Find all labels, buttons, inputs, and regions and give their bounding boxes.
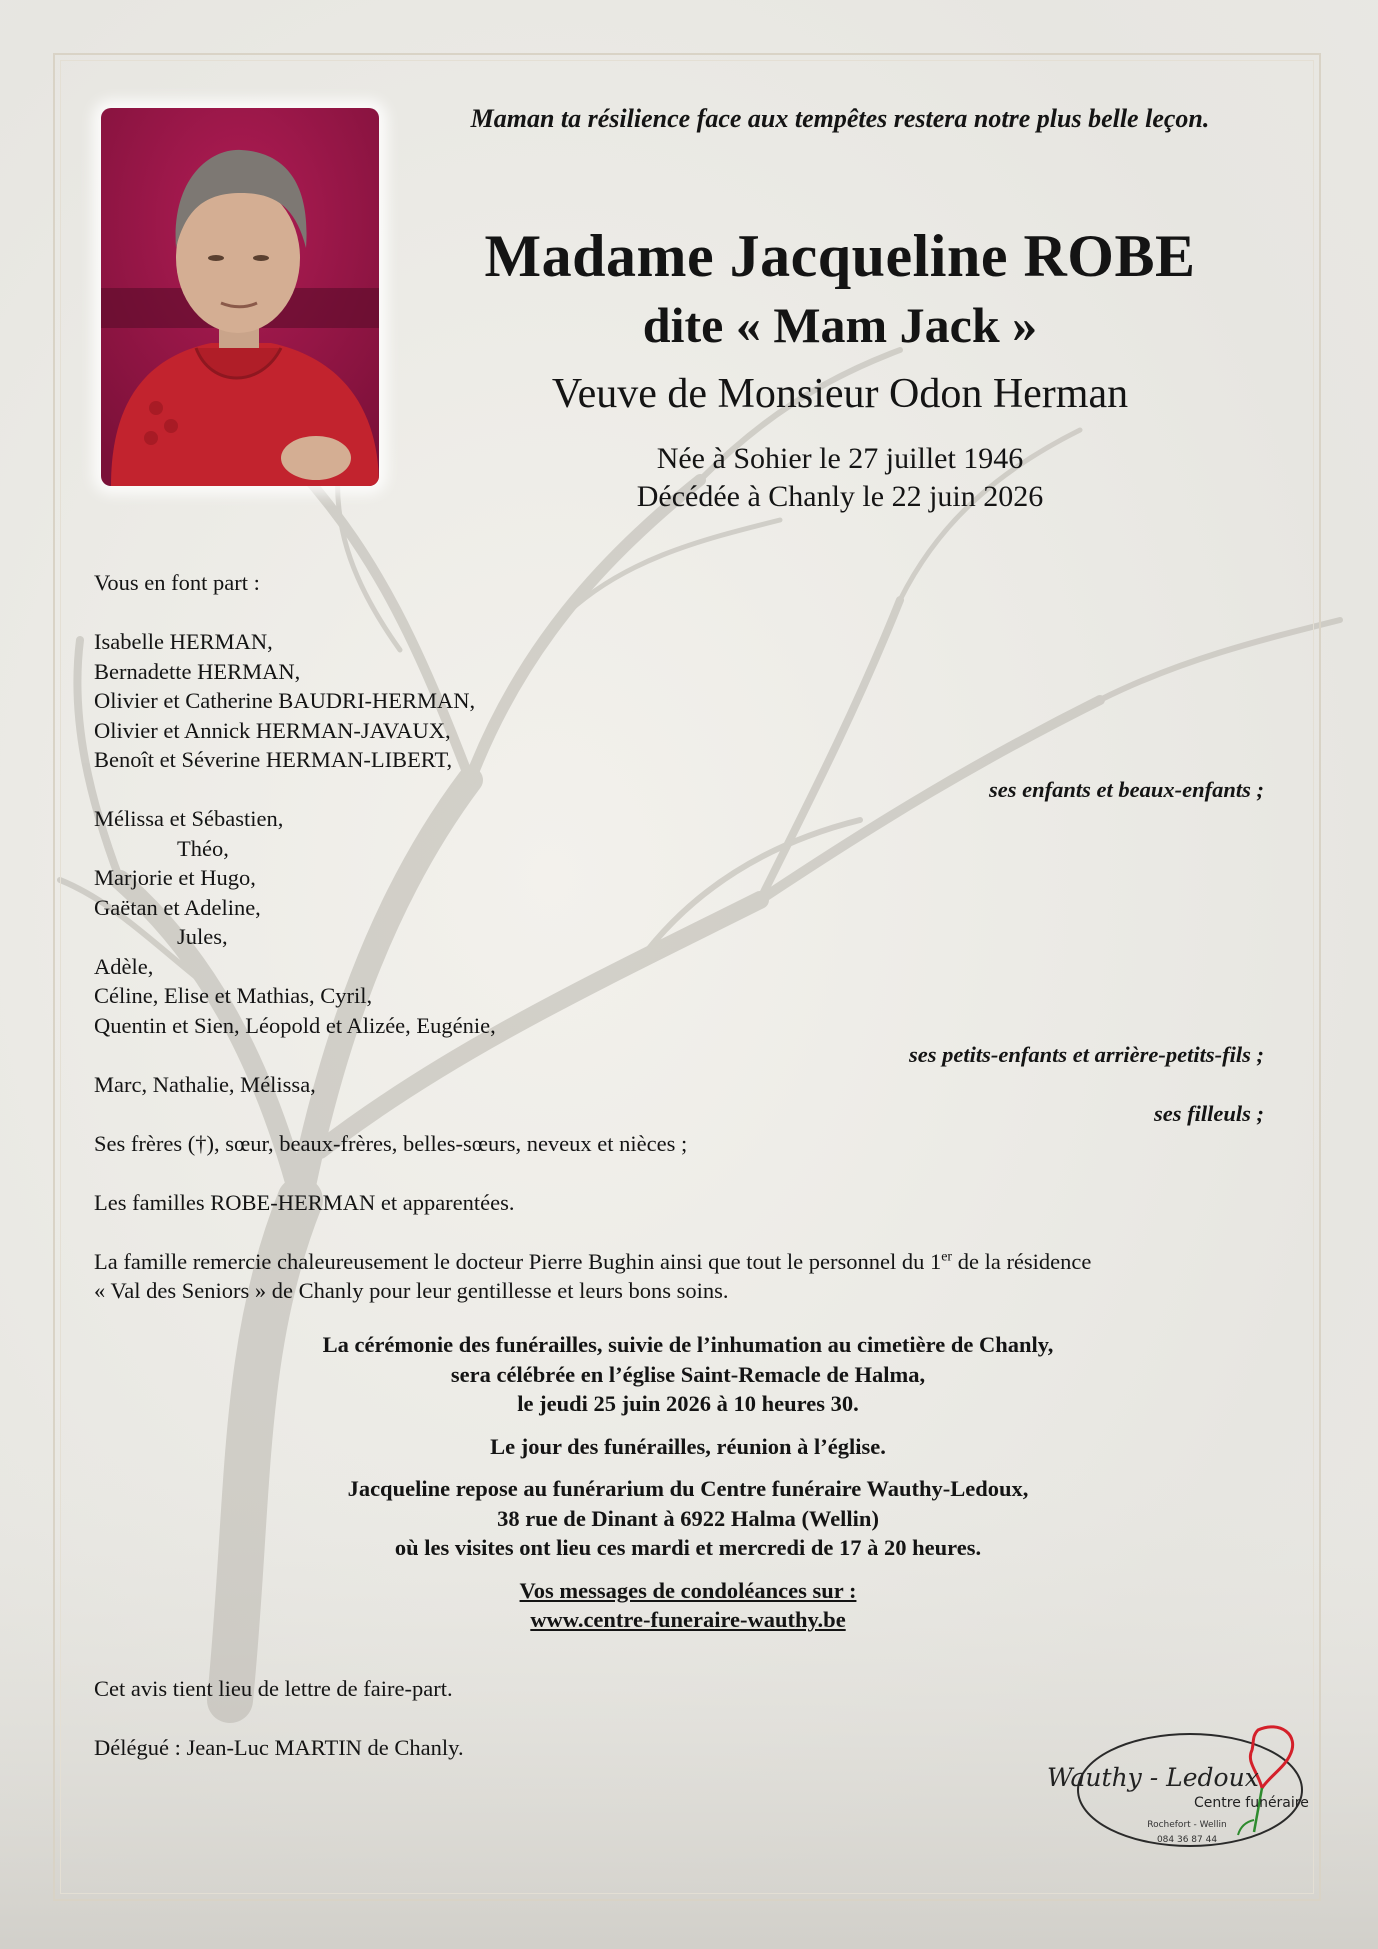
ceremony-details bbox=[94, 1330, 1282, 1419]
repose-line-3: où les visites ont lieu ces mardi et mercredi de 17 à 20 heures. bbox=[394, 1535, 982, 1560]
families-line: Les familles ROBE-HERMAN et apparentées. bbox=[94, 1189, 515, 1215]
birth-line: Née à Sohier le 27 juillet 1946 bbox=[656, 442, 1024, 475]
grandchild-line: Quentin et Sien, Léopold et Alizée, Eugénie, bbox=[94, 1012, 496, 1038]
siblings-line: Ses frères (†), sœur, beaux-frères, belles-sœurs, neveux et nièces ; bbox=[94, 1130, 688, 1156]
deceased-nickname: dite « Mam Jack » bbox=[642, 297, 1038, 353]
thanks-line-2: « Val des Seniors » de Chanly pour leur gentillesse et leurs bons soins. bbox=[94, 1278, 729, 1303]
repose-line-2: 38 rue de Dinant à 6922 Halma (Wellin) bbox=[497, 1505, 879, 1531]
notice-line: Cet avis tient lieu de lettre de faire-part. bbox=[94, 1676, 453, 1701]
ceremony-line-2: sera célébrée en l’église Saint-Remacle de Halma, bbox=[450, 1361, 926, 1387]
announcement-intro: Vous en font part : bbox=[94, 570, 260, 595]
grandchild-line: Marjorie et Hugo, bbox=[94, 865, 256, 890]
ceremony-line-1: La cérémonie des funérailles, suivie de l’inhumation au cimetière de Chanly, bbox=[322, 1332, 1054, 1357]
grandchild-line: Adèle, bbox=[94, 953, 154, 979]
widow-of: Veuve de Monsieur Odon Herman bbox=[551, 371, 1129, 417]
logo-locations: Rochefort - Wellin bbox=[1147, 1820, 1227, 1830]
ceremony-line-3: le jeudi 25 juin 2026 à 10 heures 30. bbox=[517, 1391, 859, 1416]
thanks-line-1 bbox=[94, 1247, 1264, 1277]
meeting-note: Le jour des funérailles, réunion à l’église. bbox=[490, 1433, 886, 1459]
grandchild-line: Mélissa et Sébastien, bbox=[94, 806, 284, 831]
grandchild-line: Jules, bbox=[177, 924, 228, 949]
grandchild-line: Gaëtan et Adeline, bbox=[94, 894, 261, 920]
closing-section bbox=[94, 1674, 794, 1763]
deceased-name: Madame Jacqueline ROBE bbox=[484, 223, 1196, 289]
thanks-text-a: La famille remercie chaleureusement le docteur Pierre Bughin ainsi que tout le personnel du 1 bbox=[94, 1248, 942, 1274]
thanks-superscript: er bbox=[941, 1249, 953, 1264]
child-line: Bernadette HERMAN, bbox=[94, 658, 301, 684]
grandchild-line: Théo, bbox=[177, 835, 229, 861]
thanks-text-b: de la résidence bbox=[952, 1248, 1092, 1274]
logo-subtitle: Centre funéraire bbox=[1194, 1795, 1309, 1811]
condolences-block bbox=[94, 1576, 1282, 1635]
epigraph: Maman ta résilience face aux tempêtes restera notre plus belle leçon. bbox=[470, 104, 1210, 133]
child-line: Benoît et Séverine HERMAN-LIBERT, bbox=[94, 747, 453, 772]
announcement-body bbox=[94, 568, 1264, 1306]
children-label: ses enfants et beaux-enfants ; bbox=[989, 776, 1264, 802]
condolences-label: Vos messages de condoléances sur : bbox=[519, 1577, 857, 1603]
child-line: Olivier et Catherine BAUDRI-HERMAN, bbox=[94, 688, 476, 713]
grandchildren-label: ses petits-enfants et arrière-petits-fils ; bbox=[909, 1042, 1264, 1067]
ceremony-section bbox=[94, 1330, 1282, 1648]
grandchild-line: Céline, Elise et Mathias, Cyril, bbox=[94, 983, 373, 1008]
condolences-website-link[interactable]: www.centre-funeraire-wauthy.be bbox=[530, 1607, 846, 1632]
logo-phone: 084 36 87 44 bbox=[1156, 1835, 1218, 1845]
funeral-home-logo bbox=[1040, 1710, 1320, 1850]
portrait-photo bbox=[101, 108, 379, 486]
repose-details bbox=[94, 1474, 1282, 1563]
godchildren-label: ses filleuls ; bbox=[1154, 1101, 1264, 1126]
repose-line-1: Jacqueline repose au funérarium du Centre funéraire Wauthy-Ledoux, bbox=[347, 1476, 1029, 1501]
logo-brand: Wauthy - Ledoux bbox=[1047, 1763, 1259, 1792]
death-line: Décédée à Chanly le 22 juin 2026 bbox=[636, 480, 1044, 513]
life-dates bbox=[420, 440, 1260, 516]
child-line: Isabelle HERMAN, bbox=[94, 629, 273, 654]
child-line: Olivier et Annick HERMAN-JAVAUX, bbox=[94, 717, 451, 743]
godchildren-line: Marc, Nathalie, Mélissa, bbox=[94, 1071, 316, 1097]
delegate-line: Délégué : Jean-Luc MARTIN de Chanly. bbox=[94, 1735, 464, 1760]
